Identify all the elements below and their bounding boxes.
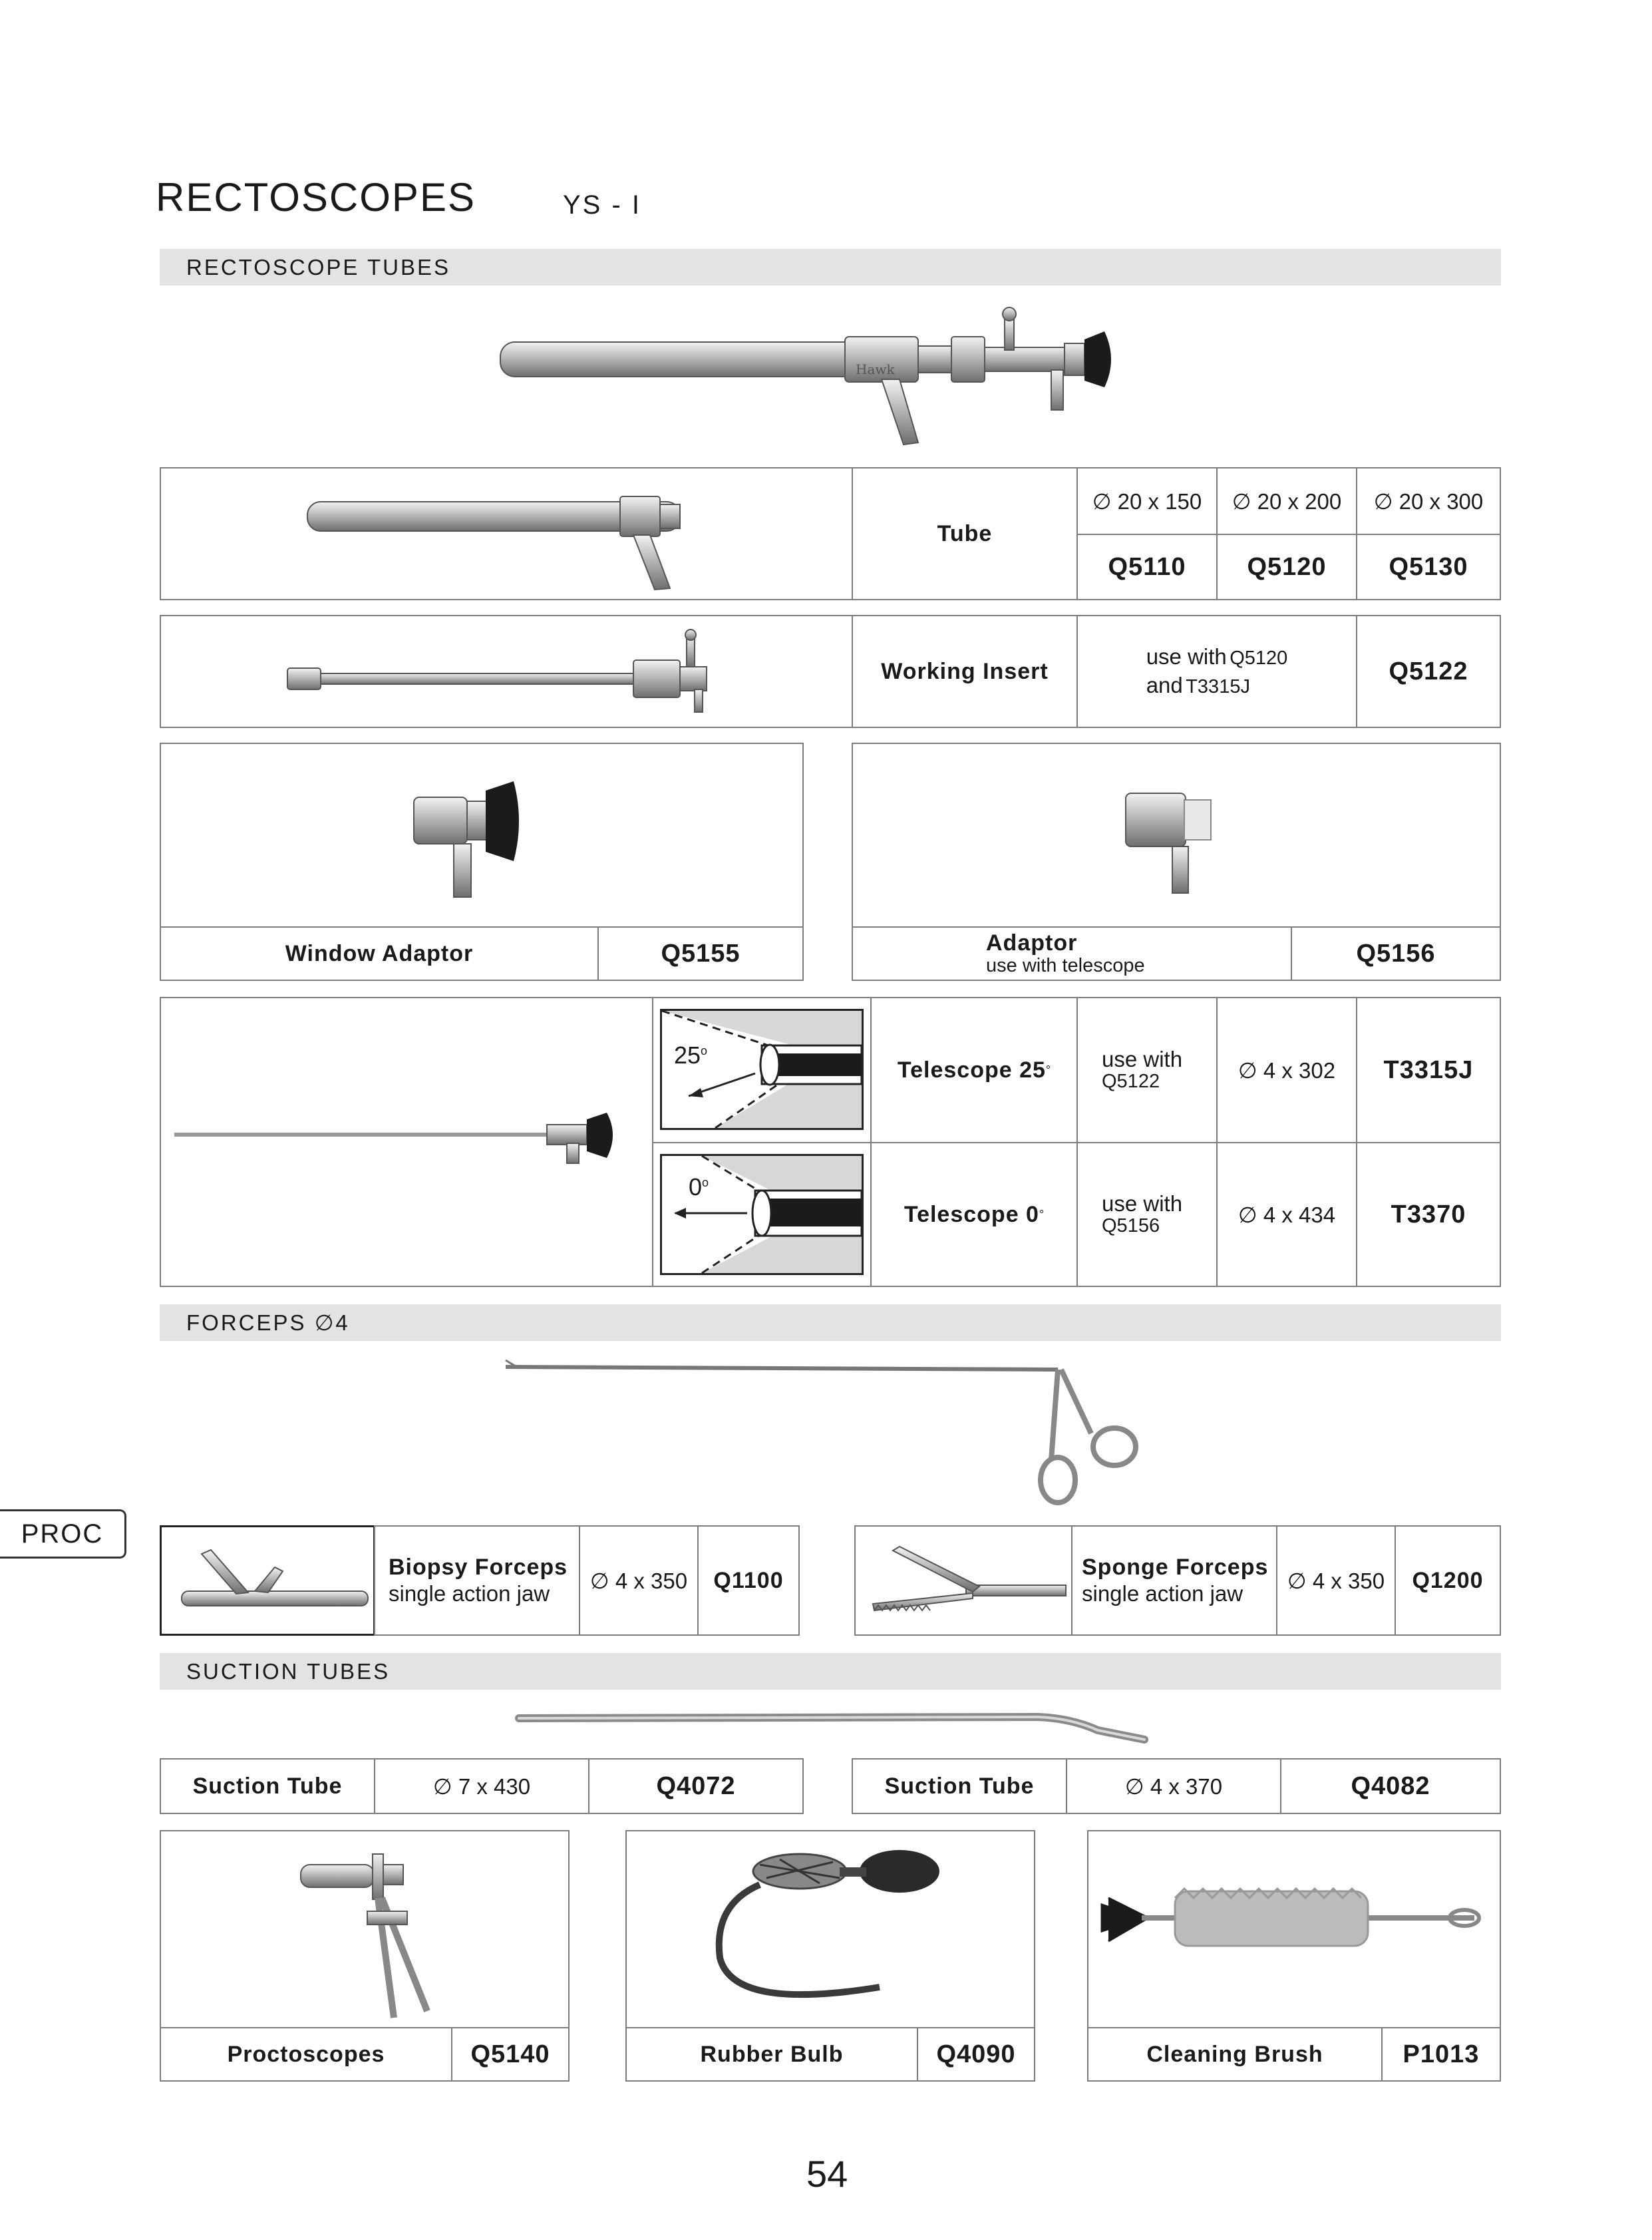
telescope-0-use-code: Q5156	[1102, 1215, 1160, 1237]
adaptor-image	[1126, 773, 1232, 900]
biopsy-forceps-code: Q1100	[697, 1525, 800, 1636]
brand-engraving: Hawk	[856, 361, 895, 377]
sponge-jaw-image	[866, 1540, 1066, 1620]
telescope-25-use-code: Q5122	[1102, 1071, 1160, 1093]
telescope-25-diagram	[660, 1009, 864, 1130]
adaptor-label: Adaptor	[986, 930, 1078, 956]
telescope-0-dim: ∅ 4 x 434	[1216, 1142, 1357, 1287]
working-insert-use-code-1: Q5120	[1230, 648, 1288, 669]
adaptor-label-cell	[852, 926, 1292, 981]
window-adaptor-image	[407, 777, 540, 904]
suction-tube-image	[519, 1704, 1151, 1750]
biopsy-forceps-image-cell	[160, 1525, 375, 1636]
window-adaptor-image-cell	[160, 743, 804, 928]
telescope-0-diagram-cell	[652, 1142, 872, 1287]
suction-tube-2-label: Suction Tube	[852, 1758, 1067, 1814]
biopsy-forceps-name: Biopsy Forceps	[389, 1555, 568, 1581]
telescope-25-use: use with	[1102, 1046, 1183, 1071]
telescope-25-diagram-cell	[652, 997, 872, 1143]
telescope-0-angle: 0$^o$	[689, 1173, 709, 1201]
working-insert-image	[287, 630, 720, 716]
tube-size-3: ∅ 20 x 300	[1356, 467, 1501, 535]
side-tab-proc[interactable]: PROC	[0, 1509, 126, 1559]
rectoscope-assembly-image	[492, 299, 1171, 459]
telescope-image-cell	[160, 997, 653, 1287]
telescope-0-diagram	[660, 1154, 864, 1275]
working-insert-use-2: and	[1146, 673, 1183, 697]
sponge-forceps-code: Q1200	[1395, 1525, 1501, 1636]
working-insert-use-code-2: T3315J	[1186, 676, 1250, 697]
telescope-0-use: use with	[1102, 1191, 1183, 1216]
telescope-25-angle: 25$^o$	[674, 1041, 708, 1069]
cleaning-brush-image-cell	[1087, 1830, 1501, 2028]
sponge-forceps-name: Sponge Forceps	[1082, 1555, 1269, 1581]
tube-size-1: ∅ 20 x 150	[1076, 467, 1218, 535]
adaptor-code: Q5156	[1291, 926, 1501, 981]
rubber-bulb-image-cell	[625, 1830, 1035, 2028]
window-adaptor-label: Window Adaptor	[160, 926, 599, 981]
working-insert-image-cell	[160, 615, 853, 728]
cleaning-brush-code: P1013	[1381, 2027, 1501, 2082]
tube-code-1: Q5110	[1076, 534, 1218, 600]
suction-tube-1-label: Suction Tube	[160, 1758, 375, 1814]
suction-tube-2-code: Q4082	[1280, 1758, 1501, 1814]
proctoscope-image-cell	[160, 1830, 570, 2028]
cleaning-brush-label: Cleaning Brush	[1087, 2027, 1383, 2082]
sponge-forceps-desc: single action jaw	[1082, 1581, 1243, 1606]
working-insert-label: Working Insert	[852, 615, 1078, 728]
forceps-image	[499, 1354, 1164, 1513]
biopsy-forceps-dim: ∅ 4 x 350	[579, 1525, 699, 1636]
biopsy-forceps-desc: single action jaw	[389, 1581, 550, 1606]
sponge-forceps-name-cell	[1071, 1525, 1277, 1636]
telescope-0-label: Telescope 0	[904, 1201, 1039, 1227]
tube-image-cell	[160, 467, 853, 600]
page-title: RECTOSCOPES	[156, 175, 476, 220]
window-adaptor-code: Q5155	[597, 926, 804, 981]
telescope-0-label-cell: Telescope 0 °	[870, 1142, 1078, 1287]
working-insert-use-cell	[1076, 615, 1357, 728]
telescope-25-label: Telescope 25	[897, 1057, 1046, 1083]
adaptor-note: use with telescope	[986, 954, 1145, 976]
section-suction-tubes: SUCTION TUBES	[160, 1653, 1501, 1690]
suction-tube-2-dim: ∅ 4 x 370	[1066, 1758, 1281, 1814]
tube-code-2: Q5120	[1216, 534, 1357, 600]
sponge-forceps-image-cell	[854, 1525, 1073, 1636]
tube-image	[307, 482, 707, 588]
section-forceps: FORCEPS ∅4	[160, 1304, 1501, 1341]
working-insert-use-1: use with	[1146, 644, 1227, 669]
page-number: 54	[806, 2153, 848, 2195]
rubber-bulb-code: Q4090	[917, 2027, 1035, 2082]
rubber-bulb-label: Rubber Bulb	[625, 2027, 918, 2082]
telescope-25-code: T3315J	[1356, 997, 1501, 1143]
proctoscope-image	[294, 1845, 440, 2018]
telescope-0-code: T3370	[1356, 1142, 1501, 1287]
suction-tube-1-dim: ∅ 7 x 430	[374, 1758, 589, 1814]
biopsy-forceps-name-cell	[374, 1525, 580, 1636]
section-rectoscope-tubes: RECTOSCOPE TUBES	[160, 249, 1501, 285]
telescope-image	[174, 1105, 640, 1171]
cleaning-brush-image	[1102, 1878, 1488, 1971]
tube-code-3: Q5130	[1356, 534, 1501, 600]
proctoscope-code: Q5140	[451, 2027, 570, 2082]
telescope-0-use-cell	[1076, 1142, 1218, 1287]
biopsy-jaw-image	[175, 1541, 368, 1620]
rubber-bulb-image	[707, 1845, 973, 2018]
proctoscope-label: Proctoscopes	[160, 2027, 452, 2082]
adaptor-image-cell	[852, 743, 1501, 928]
series-code: YS - I	[563, 190, 642, 220]
working-insert-code: Q5122	[1356, 615, 1501, 728]
tube-label: Tube	[852, 467, 1078, 600]
sponge-forceps-dim: ∅ 4 x 350	[1276, 1525, 1396, 1636]
telescope-25-label-cell: Telescope 25 °	[870, 997, 1078, 1143]
telescope-25-dim: ∅ 4 x 302	[1216, 997, 1357, 1143]
telescope-25-use-cell	[1076, 997, 1218, 1143]
tube-size-2: ∅ 20 x 200	[1216, 467, 1357, 535]
suction-tube-1-code: Q4072	[588, 1758, 804, 1814]
